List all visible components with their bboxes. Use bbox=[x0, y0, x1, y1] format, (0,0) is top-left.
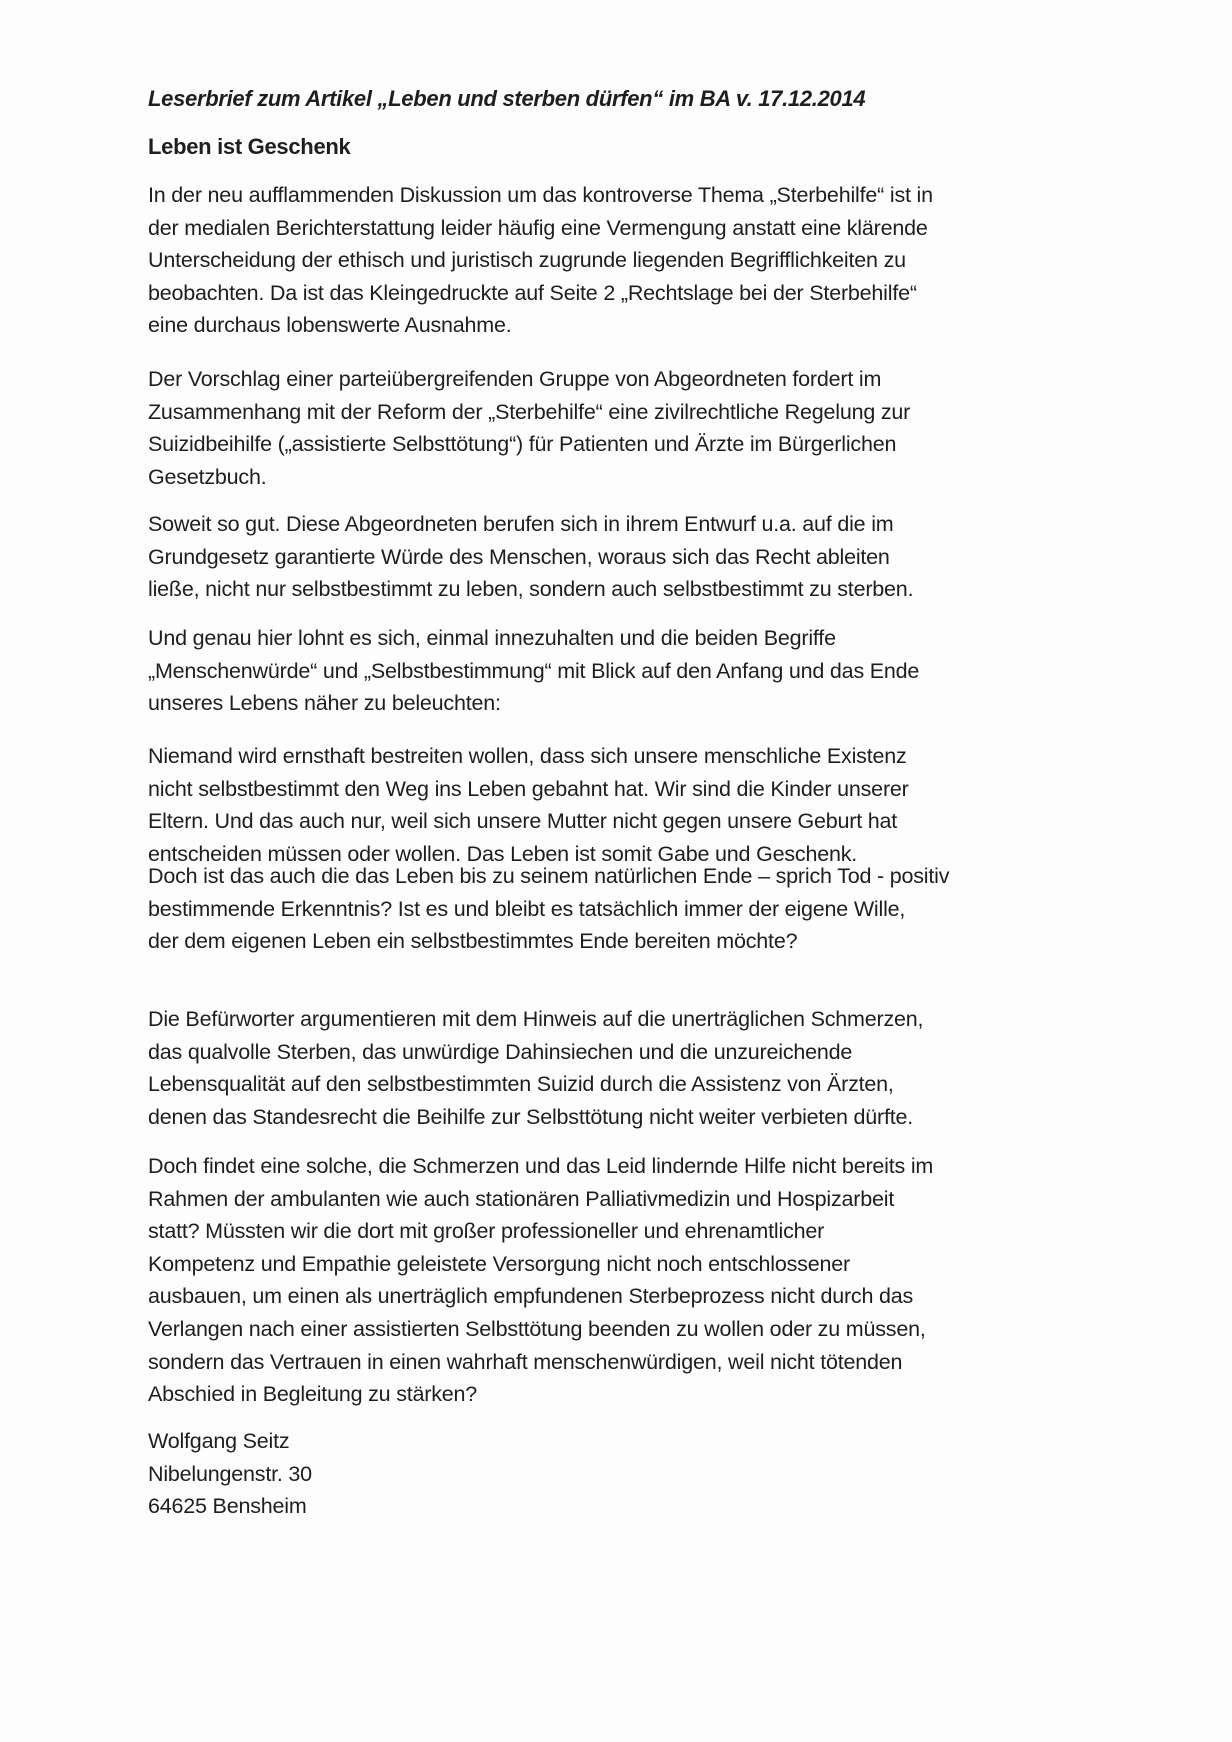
text-line: der medialen Berichterstattung leider häufig eine Vermengung anstatt eine klärende bbox=[148, 215, 928, 240]
text-line: entscheiden müssen oder wollen. Das Leben ist somit Gabe und Geschenk. bbox=[148, 841, 858, 866]
text-line: Abschied in Begleitung zu stärken? bbox=[148, 1382, 478, 1407]
signature-line: Nibelungenstr. 30 bbox=[148, 1461, 312, 1486]
text-line: Lebensqualität auf den selbstbestimmten Suizid durch die Assistenz von Ärzten, bbox=[148, 1072, 894, 1097]
text-line: Und genau hier lohnt es sich, einmal innezuhalten und die beiden Begriffe bbox=[148, 626, 836, 650]
text-line: Niemand wird ernsthaft bestreiten wollen, dass sich unsere menschliche Existenz bbox=[148, 744, 907, 768]
paragraph bbox=[148, 1150, 933, 1411]
signature-line: Wolfgang Seitz bbox=[148, 1429, 290, 1453]
text-line: Gesetzbuch. bbox=[148, 464, 267, 489]
paragraph bbox=[148, 860, 949, 958]
text-line: der dem eigenen Leben ein selbstbestimmtes Ende bereiten möchte? bbox=[148, 929, 798, 954]
text-line: Eltern. Und das auch nur, weil sich unsere Mutter nicht gegen unsere Geburt hat bbox=[148, 809, 898, 834]
paragraph bbox=[148, 622, 919, 720]
paragraph bbox=[148, 1003, 923, 1133]
signature-line: 64625 Bensheim bbox=[148, 1494, 307, 1519]
text-line: bestimmende Erkenntnis? Ist es und bleibt es tatsächlich immer der eigene Wille, bbox=[148, 896, 906, 921]
text-line: ließe, nicht nur selbstbestimmt zu leben, sondern auch selbstbestimmt zu sterben. bbox=[148, 577, 914, 602]
text-line: Der Vorschlag einer parteiübergreifenden Gruppe von Abgeordneten fordert im bbox=[148, 367, 882, 391]
text-line: Soweit so gut. Diese Abgeordneten berufen sich in ihrem Entwurf u.a. auf die im bbox=[148, 512, 894, 536]
letter-title: Leserbrief zum Artikel „Leben und sterben dürfen“ im BA v. 17.12.2014 bbox=[148, 86, 866, 111]
text-line: denen das Standesrecht die Beihilfe zur Selbsttötung nicht weiter verbieten dürfte. bbox=[148, 1104, 914, 1129]
text-line: ausbauen, um einen als unerträglich empfundenen Sterbeprozess nicht durch das bbox=[148, 1284, 914, 1309]
text-line: Zusammenhang mit der Reform der „Sterbehilfe“ eine zivilrechtliche Regelung zur bbox=[148, 399, 911, 424]
text-line: Doch ist das auch die das Leben bis zu seinem natürlichen Ende – sprich Tod - positiv bbox=[148, 864, 950, 888]
text-line: Doch findet eine solche, die Schmerzen und das Leid lindernde Hilfe nicht bereits im bbox=[148, 1154, 934, 1178]
text-line: Kompetenz und Empathie geleistete Versorgung nicht noch entschlossener bbox=[148, 1251, 850, 1276]
text-line: Verlangen nach einer assistierten Selbsttötung beenden zu wollen oder zu müssen, bbox=[148, 1316, 926, 1341]
text-line: Die Befürworter argumentieren mit dem Hinweis auf die unerträglichen Schmerzen, bbox=[148, 1007, 924, 1031]
signature-block bbox=[148, 1425, 312, 1523]
text-line: unseres Lebens näher zu beleuchten: bbox=[148, 691, 501, 716]
paragraph bbox=[148, 740, 909, 870]
paragraph bbox=[148, 179, 933, 342]
paragraph bbox=[148, 363, 910, 493]
text-line: beobachten. Da ist das Kleingedruckte auf Seite 2 „Rechtslage bei der Sterbehilfe“ bbox=[148, 280, 917, 305]
text-line: In der neu aufflammenden Diskussion um das kontroverse Thema „Sterbehilfe“ ist in bbox=[148, 183, 933, 207]
text-line: Suizidbeihilfe („assistierte Selbsttötung“) für Patienten und Ärzte im Bürgerlichen bbox=[148, 432, 897, 457]
paragraph bbox=[148, 508, 913, 606]
text-line: „Menschenwürde“ und „Selbstbestimmung“ mit Blick auf den Anfang und das Ende bbox=[148, 658, 920, 683]
letter-subtitle: Leben ist Geschenk bbox=[148, 134, 351, 159]
text-line: Rahmen der ambulanten wie auch stationären Palliativmedizin und Hospizarbeit bbox=[148, 1186, 895, 1211]
text-line: das qualvolle Sterben, das unwürdige Dahinsiechen und die unzureichende bbox=[148, 1039, 853, 1064]
text-line: statt? Müssten wir die dort mit großer professioneller und ehrenamtlicher bbox=[148, 1219, 825, 1244]
text-line: Unterscheidung der ethisch und juristisch zugrunde liegenden Begrifflichkeiten zu bbox=[148, 248, 906, 273]
text-line: eine durchaus lobenswerte Ausnahme. bbox=[148, 313, 512, 338]
text-line: nicht selbstbestimmt den Weg ins Leben gebahnt hat. Wir sind die Kinder unserer bbox=[148, 776, 909, 801]
text-line: sondern das Vertrauen in einen wahrhaft menschenwürdigen, weil nicht tötenden bbox=[148, 1349, 903, 1374]
text-line: Grundgesetz garantierte Würde des Menschen, woraus sich das Recht ableiten bbox=[148, 544, 890, 569]
